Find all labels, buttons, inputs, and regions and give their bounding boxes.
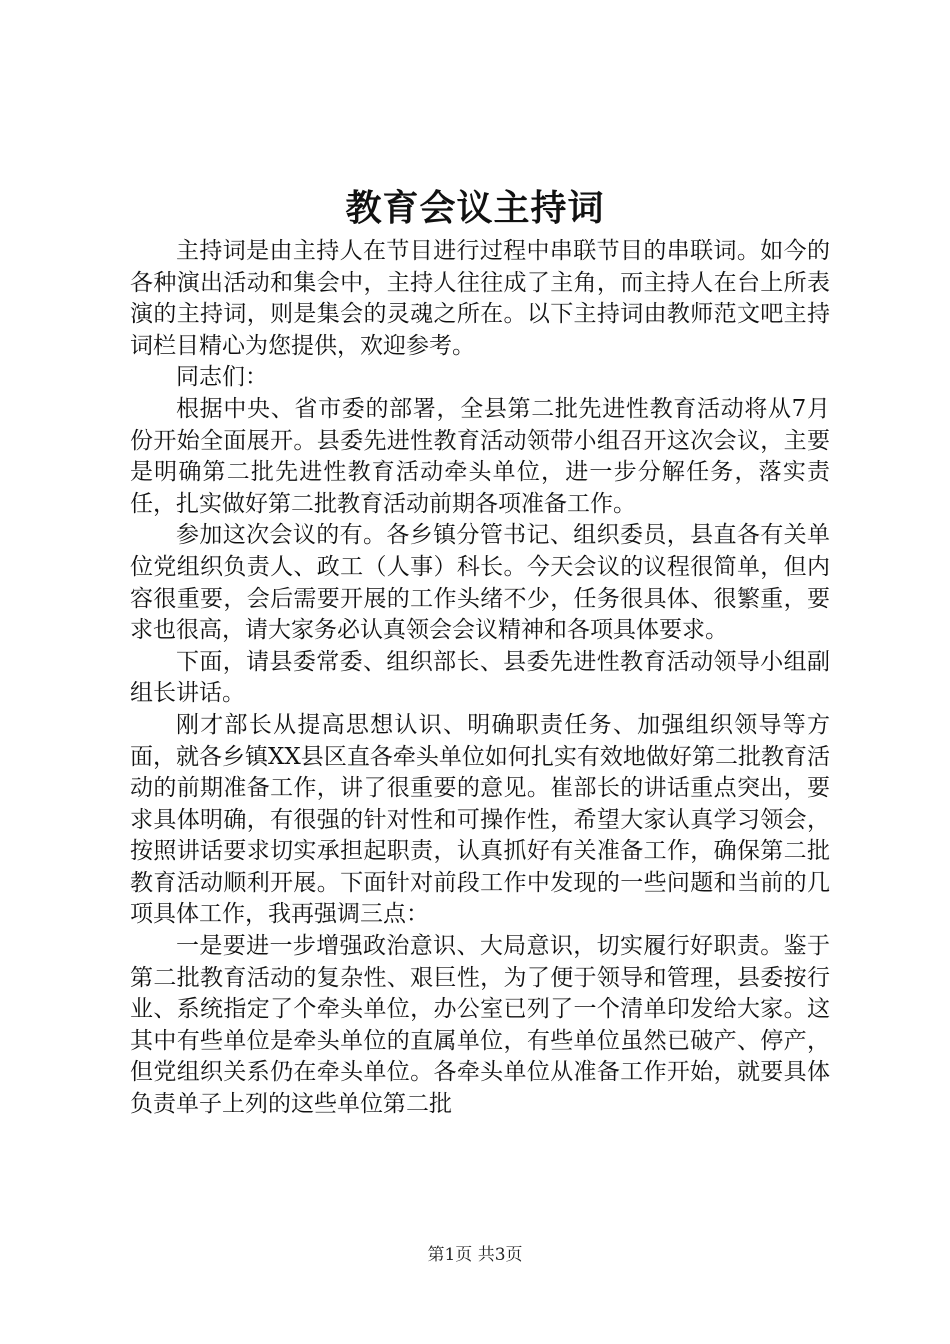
paragraph-point-one: 一是要进一步增强政治意识、大局意识，切实履行好职责。鉴于第二批教育活动的复杂性、艰巨性，为了便于领导和管理，县委按行业、系统指定了个牵头单位，办公室已列了一个清单印发给大家。这其中有些单位是牵头单位的直属单位，有些单位虽然已破产、停产，但党组织关系仍在牵头单位。各牵头单位从准备工作开始，就要具体负责单子上列的这些单位第二批: [130, 933, 830, 1118]
paragraph-intro: 主持词是由主持人在节目进行过程中串联节目的串联词。如今的各种演出活动和集会中，主持人往往成了主角，而主持人在台上所表演的主持词，则是集会的灵魂之所在。以下主持词由教师范文吧主持词栏目精心为您提供，欢迎参考。: [130, 238, 830, 359]
page-footer: 第1页 共3页: [427, 1245, 523, 1265]
paragraph-background: 根据中央、省市委的部署，全县第二批先进性教育活动将从7月份开始全面展开。县委先进性教育活动领带小组召开这次会议，主要是明确第二批先进性教育活动牵头单位，进一步分解任务，落实责任，扎实做好第二批教育活动前期各项准备工作。: [130, 395, 830, 517]
document-body: [130, 236, 830, 1121]
document-title: 教育会议主持词: [345, 187, 605, 229]
paragraph-attendees: 参加这次会议的有。各乡镇分管书记、组织委员，县直各有关单位党组织负责人、政工（人事）科长。今天会议的议程很简单，但内容很重要，会后需要开展的工作头绪不少，任务很具体、很繁重，要求也很高，请大家务必认真领会会议精神和各项具体要求。: [130, 522, 830, 644]
paragraph-speech-invite: 下面，请县委常委、组织部长、县委先进性教育活动领导小组副组长讲话。: [130, 648, 830, 707]
paragraph-summary: 刚才部长从提高思想认识、明确职责任务、加强组织领导等方面，就各乡镇XX县区直各牵头单位如何扎实有效地做好第二批教育活动的前期准备工作，讲了很重要的意见。崔部长的讲话重点突出，要求具体明确，有很强的针对性和可操作性，希望大家认真学习领会，按照讲话要求切实承担起职责，认真抓好有关准备工作，确保第二批教育活动顺利开展。下面针对前段工作中发现的一些问题和当前的几项具体工作，我再强调三点：: [130, 711, 830, 928]
paragraph-salutation: 同志们：: [176, 364, 268, 391]
